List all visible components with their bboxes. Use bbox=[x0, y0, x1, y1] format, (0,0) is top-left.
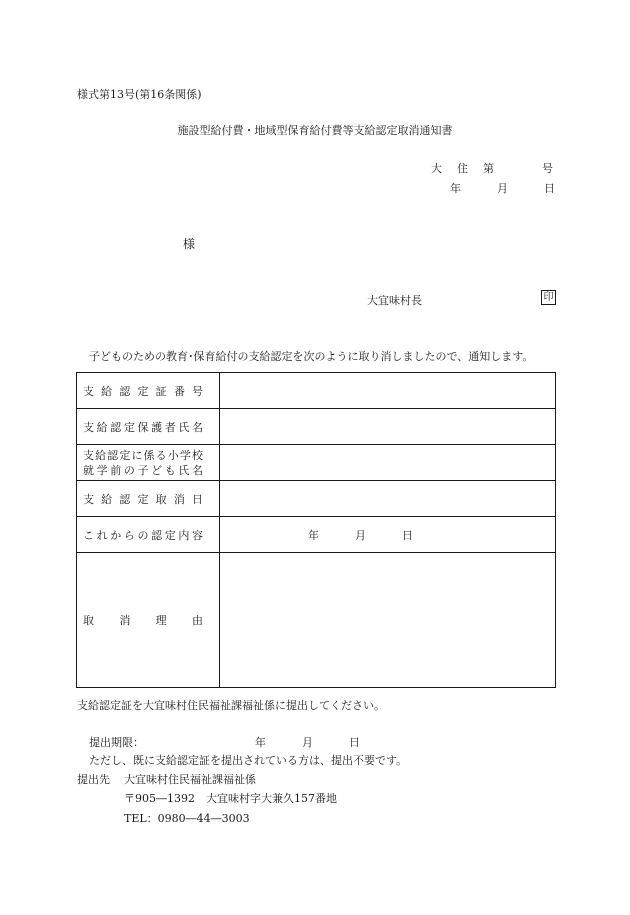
destination-label: 提出先 bbox=[77, 773, 110, 786]
certificate-number-field[interactable] bbox=[220, 373, 556, 409]
table-row bbox=[77, 517, 556, 553]
deadline-month: 月 bbox=[302, 736, 313, 749]
table-row bbox=[77, 553, 556, 688]
destination-address: 〒905―1392 大宜味村字大兼久157番地 bbox=[124, 792, 337, 805]
deadline-date bbox=[255, 734, 360, 750]
future-certification-field[interactable] bbox=[220, 517, 556, 553]
cancellation-reason-field[interactable] bbox=[220, 553, 556, 688]
issuer-name: 大宜味村長 bbox=[367, 294, 422, 307]
reference-suffix: 号 bbox=[542, 162, 555, 175]
document-title: 施設型給付費・地域型保育給付費等支給認定取消通知書 bbox=[177, 124, 453, 137]
form-number: 様式第13号(第16条関係) bbox=[77, 88, 202, 101]
submission-note: 支給認定証を大宜味村住民福祉課福祉係に提出してください。 bbox=[77, 699, 385, 712]
destination-name: 大宜味村住民福祉課福祉係 bbox=[124, 773, 256, 786]
row-label: 支給認定証番号 bbox=[83, 384, 203, 398]
future-day: 日 bbox=[402, 528, 413, 542]
row-label-line1: 支給認定に係る小学校 bbox=[83, 448, 203, 462]
intro-text: 子どものための教育･保育給付の支給認定を次のように取り消しましたので、通知します。 bbox=[89, 350, 534, 363]
table-row bbox=[77, 409, 556, 445]
row-label: 支給認定保護者氏名 bbox=[83, 420, 203, 434]
table-row bbox=[77, 373, 556, 409]
issue-date bbox=[450, 180, 555, 196]
table-row bbox=[77, 481, 556, 517]
deadline-year: 年 bbox=[255, 736, 266, 749]
issue-day: 日 bbox=[544, 182, 555, 195]
issue-month: 月 bbox=[497, 182, 508, 195]
row-label: 支給認定取消日 bbox=[83, 492, 203, 506]
cancellation-table bbox=[76, 372, 556, 688]
row-label: 取消理由 bbox=[83, 614, 203, 627]
reference-prefix: 大 住 第 bbox=[431, 162, 496, 175]
row-label-line2: 就学前の子ども氏名 bbox=[83, 463, 203, 477]
reference-number bbox=[431, 160, 555, 176]
deadline-label: 提出期限： bbox=[89, 736, 144, 749]
addressee-suffix: 様 bbox=[183, 237, 196, 251]
cancellation-date-field[interactable] bbox=[220, 481, 556, 517]
future-year: 年 bbox=[308, 528, 319, 542]
seal-stamp: 印 bbox=[541, 290, 556, 305]
child-name-field[interactable] bbox=[220, 445, 556, 481]
destination-tel: TEL：0980―44―3003 bbox=[124, 812, 250, 825]
table-row bbox=[77, 445, 556, 481]
issue-year: 年 bbox=[450, 182, 461, 195]
guardian-name-field[interactable] bbox=[220, 409, 556, 445]
future-month: 月 bbox=[355, 528, 366, 542]
exception-note: ただし、既に支給認定証を提出されている方は、提出不要です。 bbox=[89, 754, 408, 767]
row-label: これからの認定内容 bbox=[83, 528, 203, 542]
deadline-day: 日 bbox=[349, 736, 360, 749]
